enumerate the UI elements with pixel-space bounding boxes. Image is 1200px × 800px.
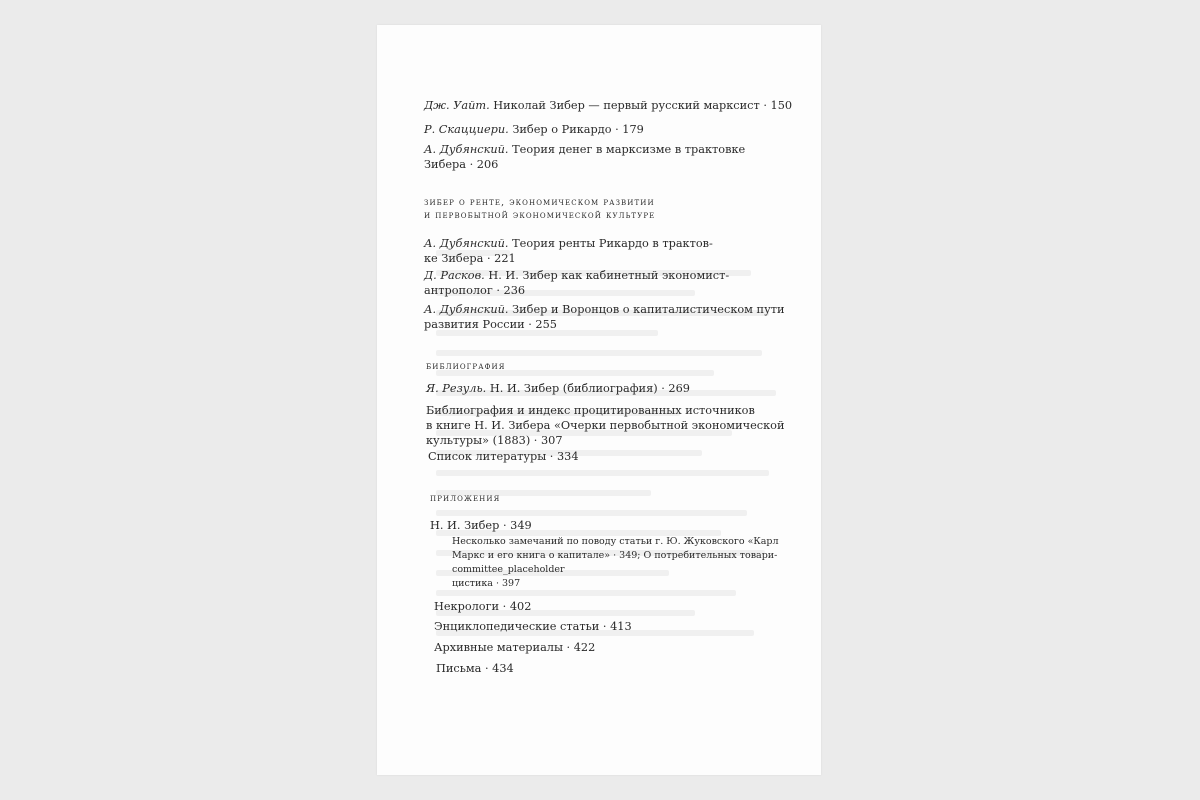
toc-title: Зибер и Воронцов о капиталистическом пути: [512, 303, 785, 316]
toc-subentries: [452, 535, 779, 591]
toc-author: А. Дубянский.: [424, 143, 509, 156]
section-heading-line: библиография: [426, 361, 506, 372]
section-heading-appendices: [430, 492, 500, 505]
toc-entry-dubyansky-money: [424, 142, 745, 172]
toc-entry-dubyansky-vorontsov: [424, 302, 785, 332]
toc-title: Энциклопедические статьи · 413: [434, 620, 632, 633]
toc-entry-raskov: [424, 268, 729, 298]
toc-entry-bibliography-index: [426, 403, 785, 448]
toc-title: Н. И. Зибер (библиография) · 269: [489, 382, 690, 395]
toc-entry-encyclopedia: [434, 619, 632, 634]
toc-title: Н. И. Зибер · 349: [430, 519, 532, 532]
section-heading-line: и первобытной экономической культуре: [424, 210, 656, 221]
toc-subentry-line: committee_placeholder: [452, 564, 565, 575]
toc-author: Я. Резуль.: [426, 382, 487, 395]
toc-title-cont: культуры» (1883) · 307: [426, 434, 563, 447]
toc-title: Список литературы · 334: [428, 450, 579, 463]
toc-entry-rezul: [426, 381, 690, 396]
toc-author: Дж. Уайт.: [424, 99, 490, 112]
toc-subentry-line: цистика · 397: [452, 578, 521, 589]
toc-entry-letters: [436, 661, 514, 676]
toc-entry-obituaries: [434, 599, 531, 614]
toc-entry-sieber-works: [430, 518, 532, 533]
toc-entry-white: [424, 98, 792, 113]
toc-subentry-line: Несколько замечаний по поводу статьи г. Ю. Жуковского «Карл: [452, 536, 779, 547]
toc-author: А. Дубянский.: [424, 237, 509, 250]
toc-entry-archives: [434, 640, 595, 655]
section-heading-rent: [424, 196, 655, 222]
toc-author: А. Дубянский.: [424, 303, 509, 316]
toc-title: Письма · 434: [436, 662, 514, 675]
toc-title: Архивные материалы · 422: [434, 641, 596, 654]
section-heading-line: приложения: [430, 493, 501, 504]
toc-entry-literature: [428, 449, 579, 464]
toc-title: Библиография и индекс процитированных источников: [426, 404, 755, 417]
toc-title-cont: ке Зибера · 221: [424, 252, 516, 265]
toc-title-cont: Зибера · 206: [424, 158, 499, 171]
toc-title: Теория ренты Рикардо в трактов-: [512, 237, 713, 250]
toc-title-cont: в книге Н. И. Зибера «Очерки первобытной экономической: [426, 419, 785, 432]
toc-title: Зибер о Рикардо · 179: [512, 123, 644, 136]
toc-subentry-line: Маркс и его книга о капитале» · 349; О потребительных товари-: [452, 550, 778, 561]
section-heading-line: зибер о ренте, экономическом развитии: [424, 197, 655, 208]
toc-title-cont: антрополог · 236: [424, 284, 526, 297]
toc-title: Н. И. Зибер как кабинетный экономист-: [488, 269, 730, 282]
toc-title: Некрологи · 402: [434, 600, 532, 613]
toc-title: Николай Зибер — первый русский марксист · 150: [493, 99, 793, 112]
toc-title-cont: развития России · 255: [424, 318, 557, 331]
section-heading-bibliography: [426, 360, 506, 373]
toc-title: Теория денег в марксизме в трактовке: [512, 143, 746, 156]
toc-author: Р. Скацциери.: [424, 123, 509, 136]
toc-entry-dubyansky-rent: [424, 236, 713, 266]
toc-entry-scazzieri: [424, 122, 644, 137]
toc-author: Д. Расков.: [424, 269, 485, 282]
